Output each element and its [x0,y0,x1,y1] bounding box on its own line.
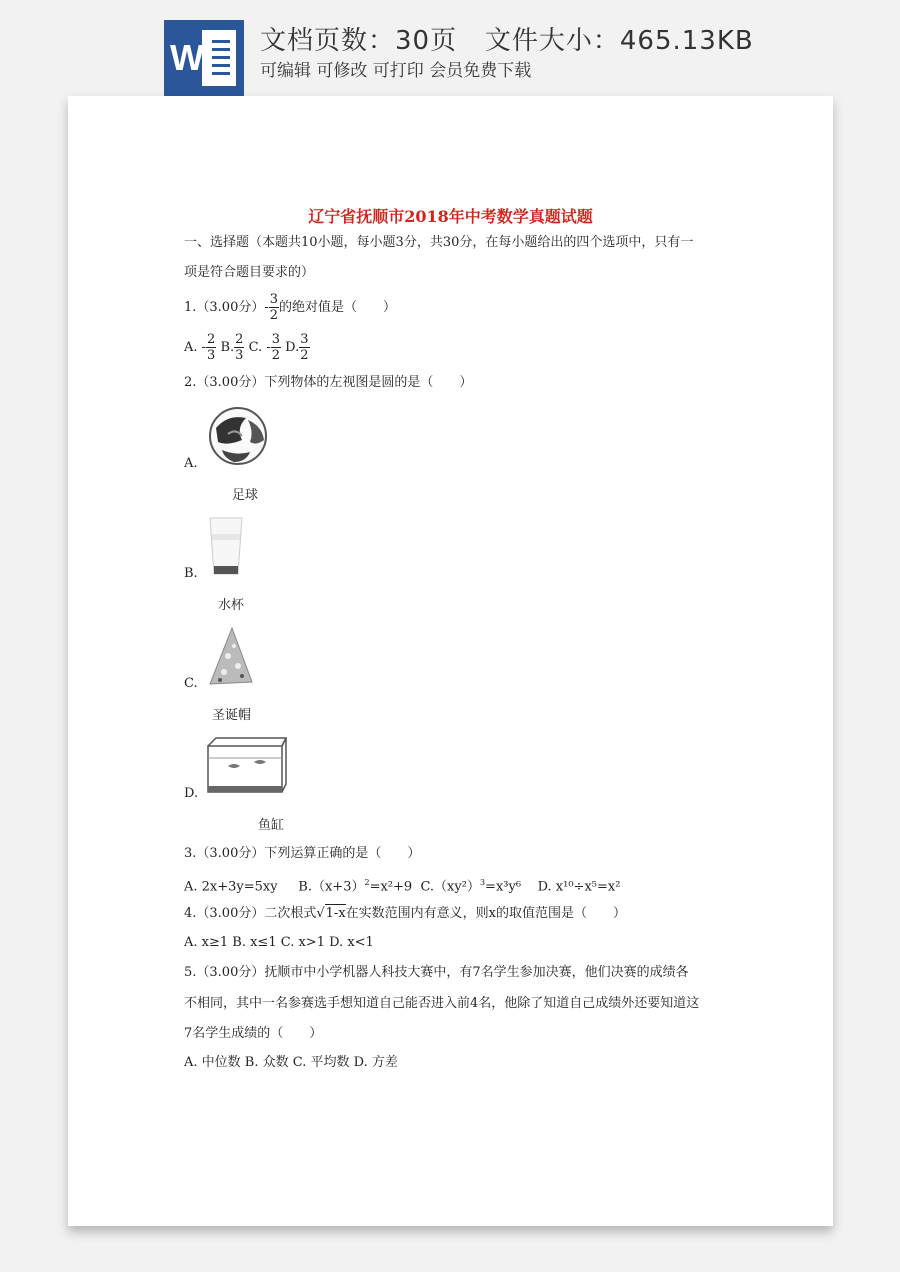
q1-opt-a-den: 3 [207,348,216,363]
q1-opt-d-label: D. [281,340,300,355]
question-1 [184,292,396,323]
q4-stem-start: 4.（3.00分）二次根式 [184,906,317,921]
word-document-icon [164,20,244,96]
q1-opt-b-label: B. [216,340,235,355]
q3-opt-c-result: =x³y⁶ [485,879,522,895]
question-5-line1: 5.（3.00分）抚顺市中小学机器人科技大赛中，有7名学生参加决赛，他们决赛的成绩各 [184,965,689,980]
q1-opt-c-den: 2 [271,348,280,363]
question-2: 2.（3.00分）下列物体的左视图是圆的是（ ） [184,375,473,390]
question-3-options [184,874,620,896]
q1-frac-num: 3 [269,292,279,307]
fish-tank-image [204,736,290,798]
q2-opt-c-label: C. [184,676,198,691]
q1-opt-b-num: 2 [235,332,244,347]
question-1-options [184,332,310,363]
q4-radicand: 1-x [325,906,346,921]
q3-opt-a: A. 2x+3y=5xy [184,879,278,895]
q1-prefix: 1.（3.00分）- [184,300,269,315]
document-title: 辽宁省抚顺市2018年中考数学真题试题 [308,207,593,226]
q1-opt-d-num: 3 [300,332,309,347]
christmas-hat-image [206,626,256,688]
cup-image [206,516,250,578]
q1-opt-b-den: 3 [235,348,244,363]
q1-opt-a-frac [206,332,216,363]
q3-opt-b-result: =x²+9 [369,879,413,895]
file-info: 文档页数：30页 文件大小：465.13KB [260,26,754,56]
q1-suffix: 的绝对值是（ ） [279,300,397,315]
q3-opt-d: D. x¹⁰÷x⁵=x² [537,879,621,895]
question-4: 4.（3.00分）二次根式√1-x在实数范围内有意义，则x的取值范围是（ ） [184,906,626,921]
q3-opt-c: C.（xy²） [420,879,480,895]
q3-opt-b: B.（x+3） [298,879,365,895]
q2-opt-c-caption: 圣诞帽 [212,708,252,723]
question-3: 3.（3.00分）下列运算正确的是（ ） [184,846,421,861]
question-4-options: A. x≥1 B. x≤1 C. x>1 D. x<1 [184,935,374,950]
q2-opt-a-caption: 足球 [232,488,259,503]
q1-frac-den: 2 [269,308,279,323]
q3-opt-c-exponent: 3 [479,878,486,887]
q2-opt-b-caption: 水杯 [218,598,245,613]
download-banner [0,0,900,100]
section-heading-line2: 项是符合题目要求的） [184,265,315,280]
q1-opt-c-frac [271,332,281,363]
q1-opt-c-num: 3 [271,332,280,347]
q4-stem-end: 在实数范围内有意义，则x的取值范围是（ ） [345,906,626,921]
q2-opt-a-label: A. [184,456,198,471]
question-5-options: A. 中位数 B. 众数 C. 平均数 D. 方差 [184,1055,398,1070]
q1-opt-d-den: 2 [300,348,309,363]
q2-opt-d-caption: 鱼缸 [258,818,285,833]
q1-opt-a-label: A. - [184,340,207,355]
word-letter: W [170,37,204,78]
document-page [68,96,833,1226]
q1-opt-c-label: C. - [244,340,271,355]
q3-opt-b-exponent: 2 [364,878,370,887]
section-heading-line1: 一、选择题（本题共10小题，每小题3分，共30分，在每小题给出的四个选项中，只有一 [184,235,694,250]
q1-fraction [269,292,279,323]
question-5-line3: 7名学生成绩的（ ） [184,1026,323,1041]
q2-opt-d-label: D. [184,786,199,801]
question-5-line2: 不相同，其中一名参赛选手想知道自己能否进入前4名，他除了知道自己成绩外还要知道这 [184,996,700,1011]
football-image [206,406,270,466]
file-features: 可编辑 可修改 可打印 会员免费下载 [260,61,532,81]
q2-opt-b-label: B. [184,566,198,581]
q1-opt-b-frac [234,332,244,363]
q1-opt-a-num: 2 [207,332,216,347]
q1-opt-d-frac [299,332,309,363]
